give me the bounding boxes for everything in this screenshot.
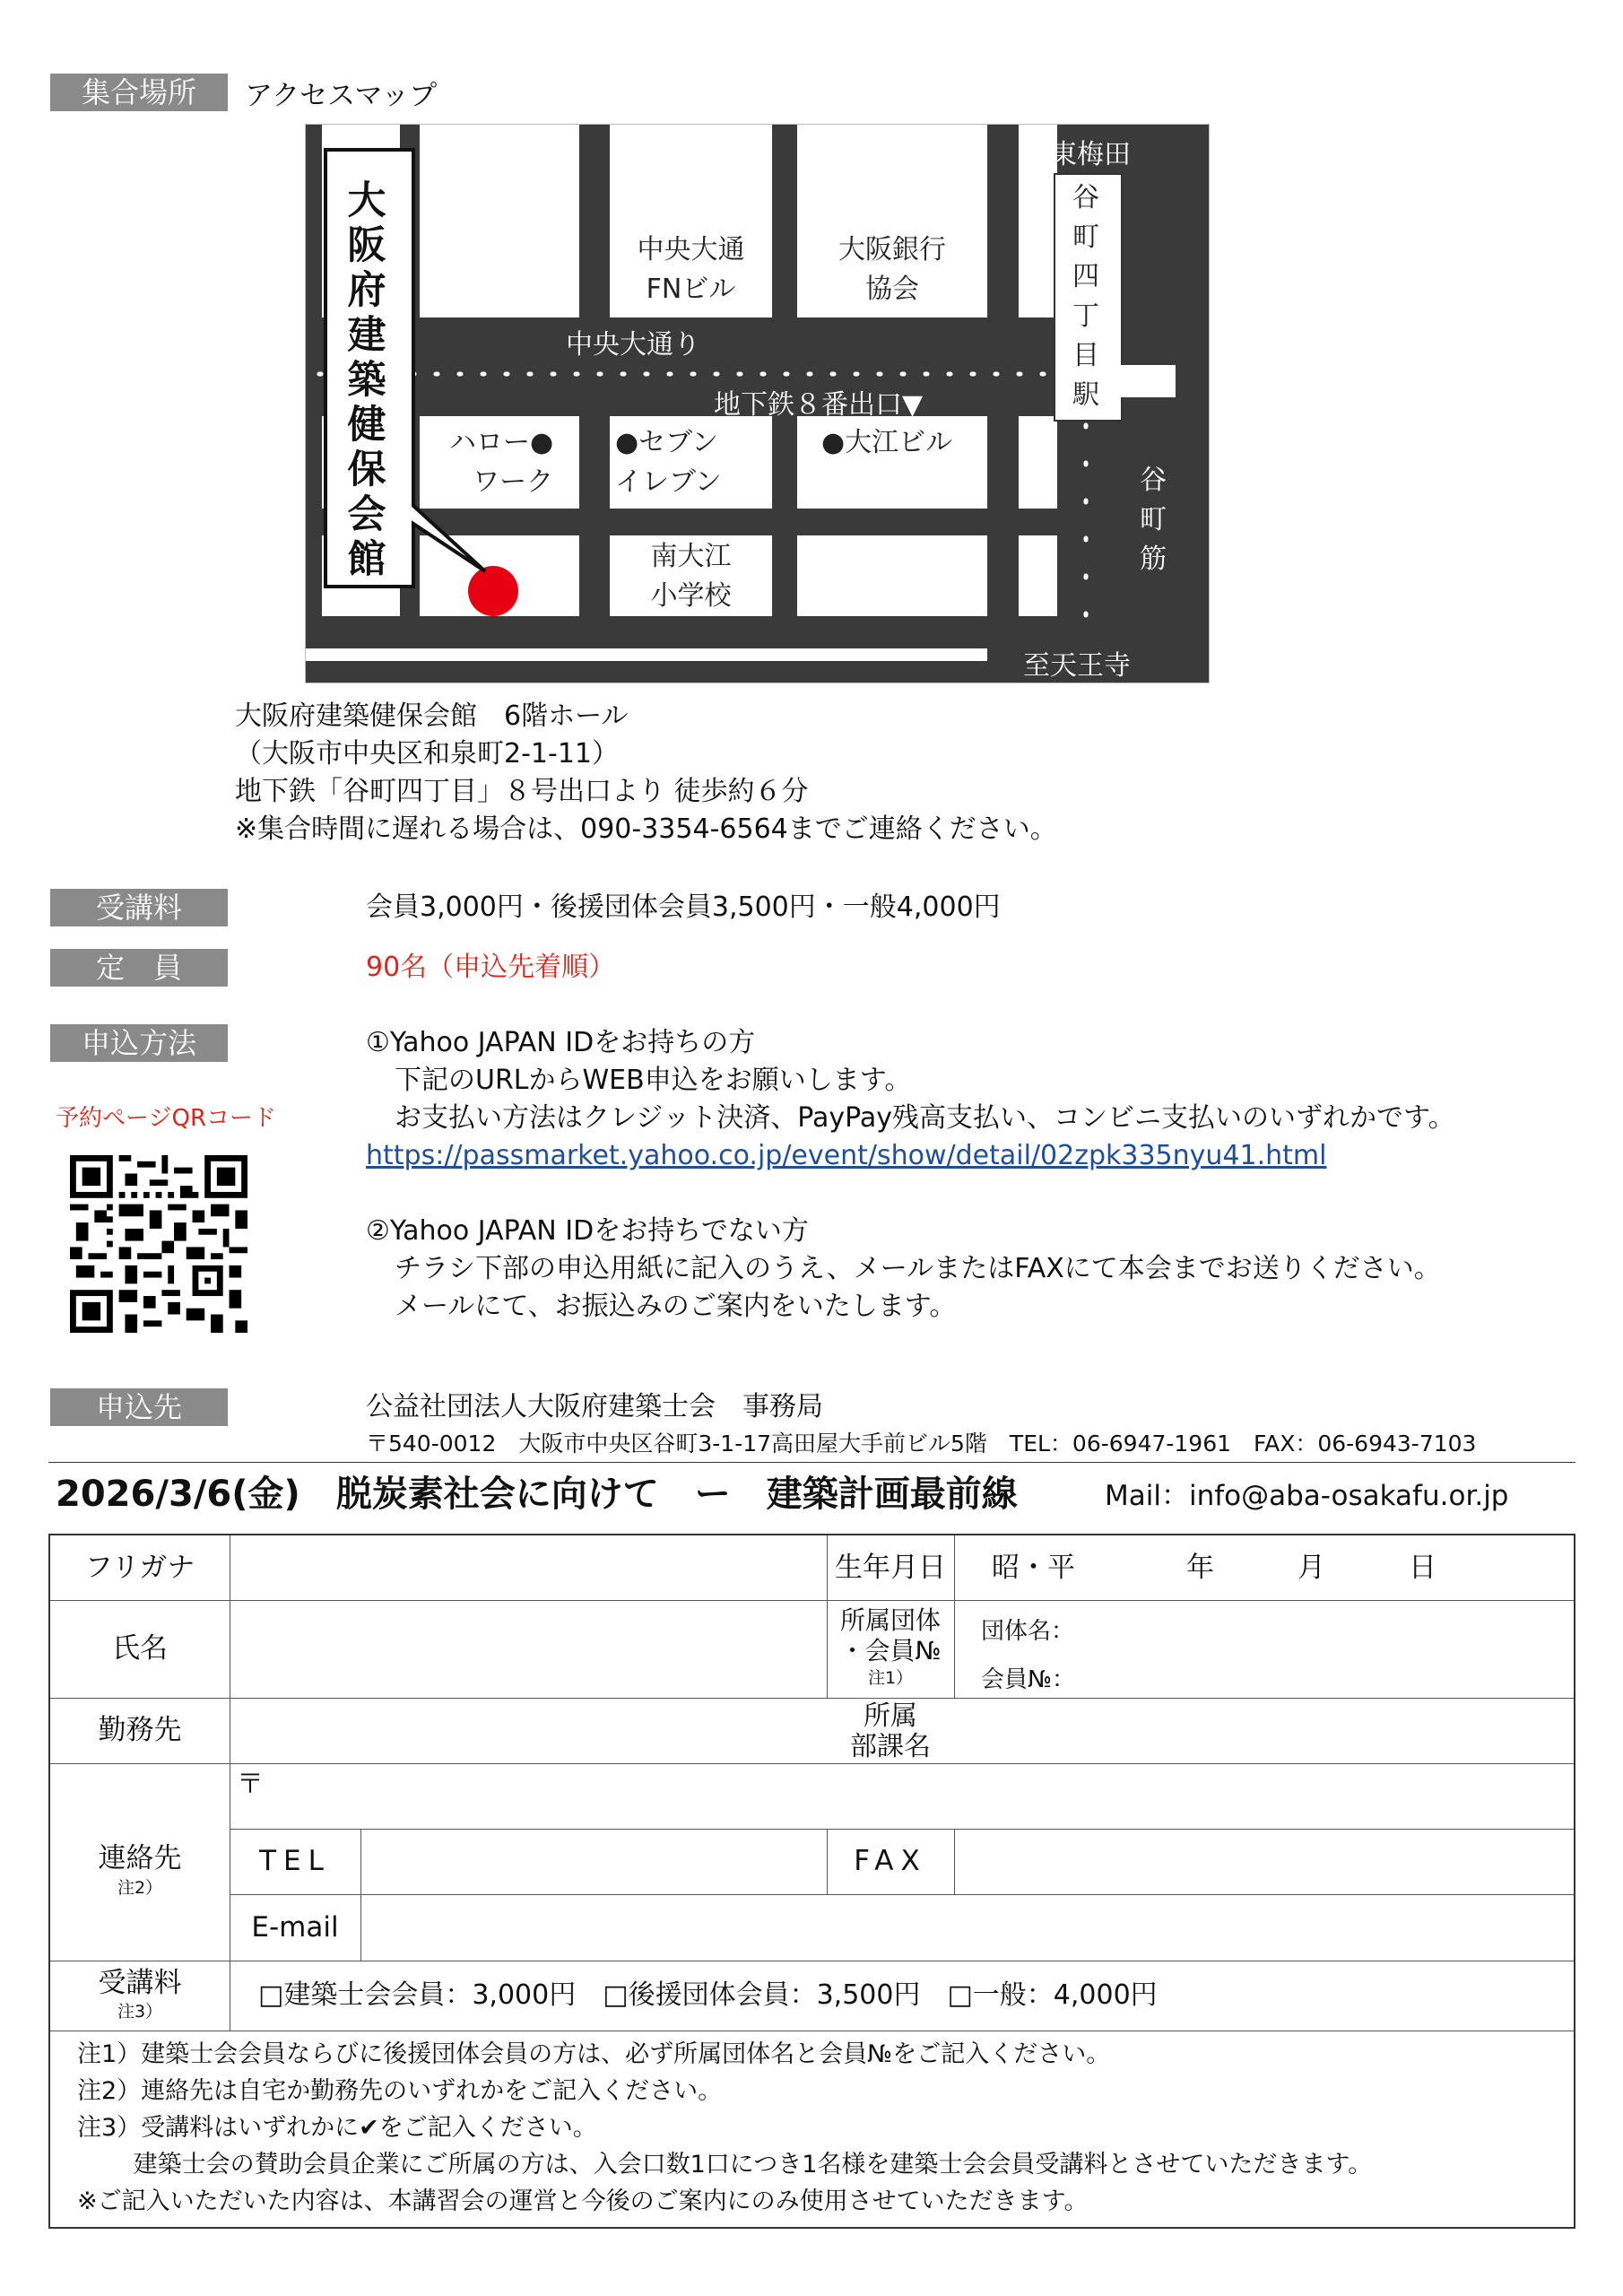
- form-title: 2026/3/6(金) 脱炭素社会に向けて ー 建築計画最前線: [56, 1474, 1018, 1515]
- note-3-detail: 建築士会の賛助会員企業にご所属の方は、入会口数1口につき1名様を建築士会会員受講料とさせていただきます。: [77, 2151, 1373, 2179]
- note-1: 注1）建築士会会員ならびに後援団体会員の方は、必ず所属団体名と会員№をご記入ください。: [77, 2040, 1111, 2068]
- member-no-field[interactable]: 会員№：: [981, 1666, 1076, 1693]
- oe-building-label: ●大江ビル: [821, 427, 953, 458]
- apply-case2-title: ②Yahoo JAPAN IDをお持ちでない方: [366, 1215, 809, 1247]
- building-name: 大阪府建築健保会館: [347, 178, 386, 582]
- block-bank-assoc: 大阪銀行 協会: [838, 234, 946, 305]
- qr-label: 予約ページQRコード: [56, 1105, 277, 1132]
- application-form: [48, 1534, 1575, 2229]
- road-v2: [579, 125, 610, 683]
- venue-address-1: 大阪府建築健保会館 6階ホール: [235, 700, 629, 732]
- group-name-field[interactable]: 団体名：: [981, 1618, 1075, 1645]
- label-fee: 受講料: [98, 1967, 182, 1999]
- note-ref-1: 注1）: [867, 1668, 914, 1688]
- tel-input[interactable]: [362, 1831, 825, 1892]
- label-member-no: ・会員№: [839, 1636, 942, 1665]
- label-work: 勤務先: [98, 1714, 182, 1746]
- road-v4: [987, 125, 1019, 683]
- section-label-fee: 受講料: [50, 889, 228, 926]
- label-tel: TEL: [259, 1845, 331, 1877]
- label-birthdate: 生年月日: [835, 1552, 946, 1584]
- subway-exit-label: 地下鉄８番出口▼: [714, 389, 924, 421]
- section-label-apply: 申込方法: [50, 1024, 228, 1062]
- note-privacy: ※ご記入いただいた内容は、本講習会の運営と今後のご案内にのみ使用させていただきます。: [77, 2187, 1089, 2215]
- qr-code[interactable]: [70, 1155, 247, 1333]
- note-2: 注2）連絡先は自宅か勤務先のいずれかをご記入ください。: [77, 2077, 723, 2105]
- qr-code-graphic: [70, 1155, 247, 1333]
- section-label-dest: 申込先: [50, 1388, 228, 1426]
- access-map: [305, 124, 1210, 683]
- label-email: E-mail: [251, 1911, 339, 1944]
- station-name: 谷町四丁目駅: [1072, 182, 1099, 411]
- fee-text: 会員3,000円・後援団体会員3,500円・一般4,000円: [366, 891, 1001, 923]
- venue-address-2: （大阪市中央区和泉町2-1-11）: [235, 738, 619, 770]
- venue-access: 地下鉄「谷町四丁目」８号出口より 徒歩約６分: [235, 776, 809, 807]
- label-name: 氏名: [112, 1632, 168, 1665]
- dest-org: 公益社団法人大阪府建築士会 事務局: [366, 1391, 823, 1422]
- note-3: 注3）受講料はいずれかに✔をご記入ください。: [77, 2114, 597, 2142]
- seven-eleven-label: ●セブン イレブン: [615, 427, 722, 498]
- apply-case1-line1: 下記のURLからWEB申込をお願いします。: [395, 1065, 912, 1096]
- fee-options[interactable]: □建築士会会員：3,000円 □後援団体会員：3,500円 □一般：4,000円: [258, 1979, 1158, 2011]
- form-mail: Mail：info@aba-osakafu.or.jp: [1105, 1480, 1509, 1512]
- name-input[interactable]: [231, 1602, 825, 1696]
- to-higashi-umeda: 至東梅田: [1023, 139, 1131, 170]
- label-fax: FAX: [854, 1845, 927, 1877]
- road-v0: [306, 125, 322, 683]
- map-title: アクセスマップ: [245, 80, 438, 112]
- dest-address: 〒540-0012 大阪市中央区谷町3-1-17高田屋大手前ビル5階 TEL：06-6947-1961 FAX：06-6943-7103: [366, 1431, 1477, 1457]
- apply-case1-title: ①Yahoo JAPAN IDをお持ちの方: [366, 1027, 756, 1058]
- label-furigana: フリガナ: [84, 1552, 195, 1584]
- tanimachi-suji-label: 谷町筋: [1140, 465, 1167, 575]
- birthdate-field[interactable]: 昭・平 年 月 日: [992, 1552, 1436, 1584]
- venue-marker: [468, 566, 518, 616]
- capacity-text: 90名（申込先着順）: [366, 952, 616, 983]
- to-tennoji: 至天王寺: [1023, 650, 1131, 682]
- road-label-chuo: 中央大通り: [566, 329, 700, 361]
- block-chuo-fn: 中央大通 FNビル: [637, 234, 745, 305]
- postal-field[interactable]: 〒: [237, 1769, 264, 1800]
- section-label-venue: 集合場所: [50, 74, 228, 111]
- divider: [48, 1462, 1575, 1463]
- note-ref-3: 注3）: [117, 2002, 163, 2022]
- email-input[interactable]: [362, 1896, 1572, 1959]
- label-dept-1: 所属: [864, 1700, 917, 1732]
- note-ref-2: 注2）: [117, 1878, 163, 1898]
- apply-case1-line2: お支払い方法はクレジット決済、PayPay残高支払い、コンビニ支払いのいずれかです。: [395, 1102, 1455, 1134]
- label-group: 所属団体: [839, 1605, 941, 1635]
- label-dept-2: 部課名: [850, 1731, 931, 1762]
- hello-work-label: ハロー● ワーク: [449, 427, 554, 498]
- school-label: 南大江 小学校: [650, 541, 732, 612]
- apply-case2-line2: メールにて、お振込みのご案内をいたします。: [395, 1291, 957, 1322]
- furigana-input[interactable]: [231, 1537, 825, 1598]
- fax-input[interactable]: [956, 1831, 1572, 1892]
- apply-url-link[interactable]: https://passmarket.yahoo.co.jp/event/show/detail/02zpk335nyu41.html: [366, 1140, 1327, 1171]
- section-label-capacity: 定 員: [50, 949, 228, 987]
- label-contact: 連絡先: [98, 1842, 182, 1874]
- apply-case2-line1: チラシ下部の申込用紙に記入のうえ、メールまたはFAXにて本会までお送りください。: [395, 1253, 1441, 1284]
- late-contact: ※集合時間に遅れる場合は、090-3354-6564までご連絡ください。: [235, 813, 1057, 845]
